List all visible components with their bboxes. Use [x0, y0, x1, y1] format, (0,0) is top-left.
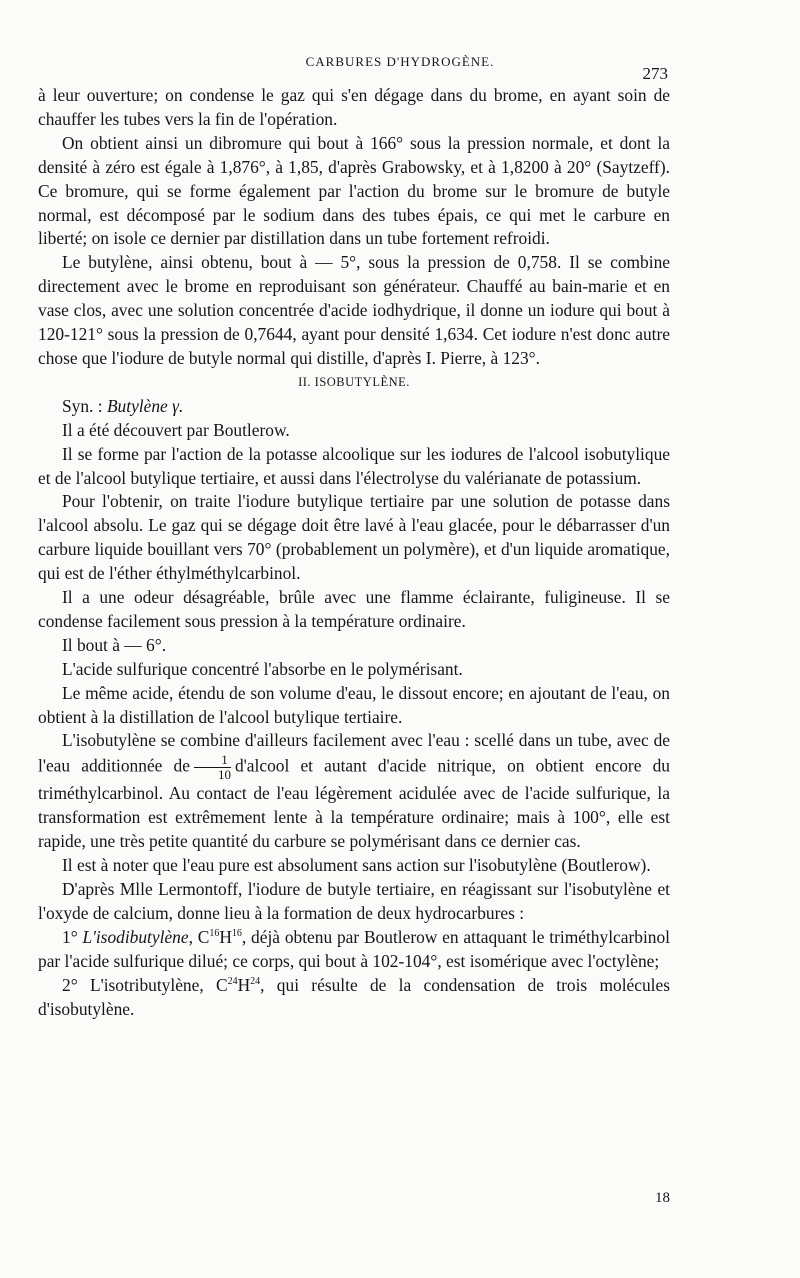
- page-number: 273: [642, 64, 668, 83]
- list-prefix: 1°: [62, 926, 83, 947]
- signature-mark: 18: [655, 1190, 670, 1206]
- fraction-denominator: 10: [217, 767, 231, 783]
- paragraph: D'après Mlle Lermontoff, l'iodure de butyle tertiaire, en réagissant sur l'isobutylène et l'oxyde de calcium, donne lieu à la formation de deux hydrocarbures :: [38, 879, 670, 923]
- synonym-prefix: Syn. :: [62, 395, 107, 416]
- paragraph: On obtient ainsi un dibromure qui bout à 166° sous la pression normale, et dont la densité à zéro est égale à 1,876°, à 1,85, d'après Grabowsky, et à 1,8200 à 20° (Saytzeff). Ce bromure, qui se forme également par l'action du brome sur le bromure de butyle normal, est décomposé par le sodium dans des tubes épais, ce qui met le carbure en liberté; on isole ce dernier par distillation dans un tube fortement refroidi.: [38, 132, 670, 249]
- paragraph: Le butylène, ainsi obtenu, bout à — 5°, sous la pression de 0,758. Il se combine directement avec le brome en reproduisant son générateur. Chauffé au bain-marie et en vase clos, avec une solution concentrée d'acide iodhydrique, il donne un iodure qui bout à 120-121° sous la pression de 0,7644, ayant pour densité 1,634. Cet iodure n'est donc autre chose que l'iodure de butyle normal qui distille, d'après I. Pierre, à 123°.: [38, 252, 670, 368]
- body-text: [38, 84, 670, 1021]
- paragraph: L'acide sulfurique concentré l'absorbe en le polymérisant.: [62, 658, 463, 679]
- paragraph-with-fraction: [38, 729, 670, 854]
- list-item: 1° L'isodibutylène, $C^{16}H^{16}$, déjà obtenu par Boutlerow en attaquant le triméthylcarbinol par l'acide sulfurique dilué; ce corps, qui bout à 102-104°, est isomérique avec l'octylène;: [38, 926, 671, 971]
- paragraph: Il a une odeur désagréable, brûle avec une flamme éclairante, fuligineuse. Il se condense facilement sous pression à la température ordinaire.: [38, 587, 670, 631]
- text-run: L'isobutylène se combine d'ailleurs facilement avec l'eau : scellé dans un tube, avec de l'eau additionnée de: [38, 730, 670, 776]
- running-title: CARBURES D'HYDROGÈNE.: [305, 54, 495, 69]
- formula-c: C: [197, 926, 210, 947]
- formula-h: H: [219, 926, 232, 947]
- paragraph: Le même acide, étendu de son volume d'eau, le dissout encore; en ajoutant de l'eau, on obtient à la distillation de l'alcool butylique tertiaire.: [38, 682, 670, 727]
- paragraph: Il est à noter que l'eau pure est absolument sans action sur l'isobutylène (Boutlerow).: [62, 855, 651, 876]
- fraction: [194, 753, 231, 782]
- paragraph: Il a été découvert par Boutlerow.: [62, 419, 290, 440]
- formula-h: H: [237, 974, 251, 995]
- fraction-numerator: 1: [194, 753, 231, 768]
- paragraph: Il se forme par l'action de la potasse alcoolique sur les iodures de l'alcool isobutylique et de l'alcool butylique tertiaire, et aussi dans l'électrolyse du valérianate de potassium.: [38, 443, 670, 488]
- list-item: [38, 974, 670, 1022]
- text-run: , déjà obtenu par Boutlerow en attaquant le triméthylcarbinol par l'acide sulfurique dilué; ce corps, qui bout à 102-104°, est isomérique avec l'octylène;: [38, 926, 671, 971]
- compound-name: L'isodibutylène: [82, 926, 189, 947]
- synonym-name: Butylène γ.: [106, 395, 184, 416]
- formula-sup: 16: [231, 928, 242, 940]
- formula-sup: 24: [227, 975, 238, 987]
- paragraph: Il bout à — 6°.: [62, 634, 167, 655]
- section-title: II. ISOBUTYLÈNE.: [298, 374, 410, 389]
- paragraph: Pour l'obtenir, on traite l'iodure butylique tertiaire par une solution de potasse dans l'alcool absolu. Le gaz qui se dégage doit être lavé à l'eau glacée, pour le débarrasser d'un carbure liquide bouillant vers 70° (probablement un polymère), et d'un liquide aromatique, qui est de l'éther éthylméthylcarbinol.: [38, 491, 670, 584]
- synonym-line: [38, 395, 670, 419]
- formula-sup: 24: [250, 975, 261, 987]
- formula-sup: 16: [209, 928, 220, 940]
- text-run: 2° L'isotributylène,: [62, 974, 216, 995]
- paragraph: à leur ouverture; on condense le gaz qui s'en dégage dans du brome, en ayant soin de chauffer les tubes vers la fin de l'opération.: [38, 85, 670, 129]
- text-run: d'alcool et autant d'acide nitrique, on obtient encore du triméthylcarbinol. Au contact de l'eau légèrement acidulée avec de l'acide sulfurique, la transformation est extrêmement lente à la température ordinaire; mais à 100°, elle est rapide, une très petite quantité du carbure se polymérisant dans ce dernier cas.: [38, 755, 670, 852]
- text-run: , qui résulte de la condensation de trois molécules d'isobutylène.: [38, 974, 670, 1019]
- formula-c: C: [215, 974, 228, 995]
